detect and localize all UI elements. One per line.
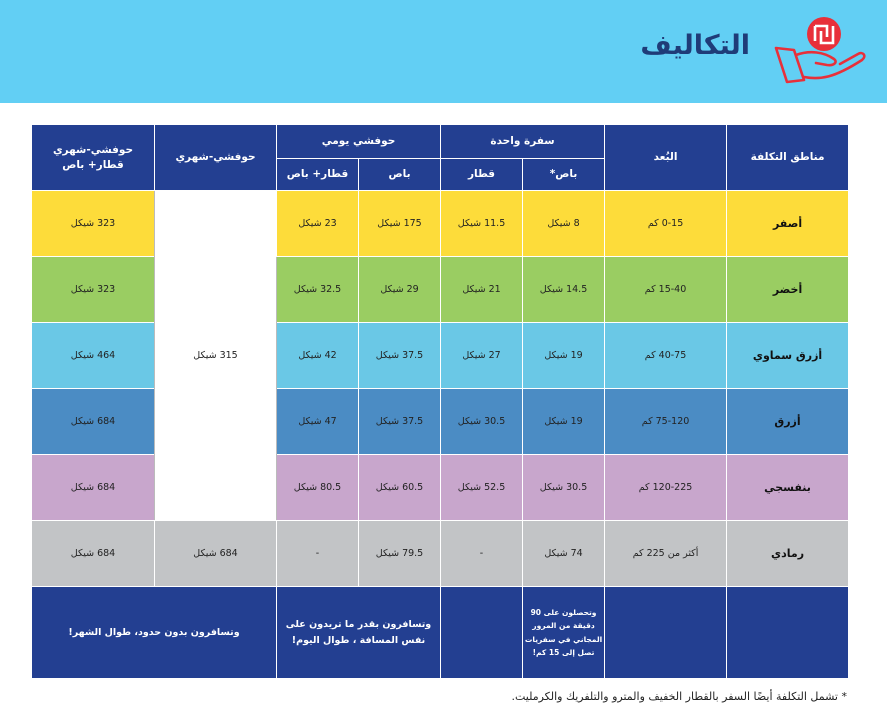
- monthly-train-bus-price: 323 شيكل: [32, 191, 155, 257]
- single-train-price: 21 شيكل: [441, 257, 523, 323]
- distance: 0-15 كم: [605, 191, 727, 257]
- shekel-hand-logo-icon: [772, 10, 868, 96]
- daily-bus-price: 175 شيكل: [359, 191, 441, 257]
- header-daily-bus: باص: [359, 159, 441, 191]
- header-banner: [0, 0, 887, 103]
- zone-name: رمادي: [727, 521, 849, 587]
- header-monthly: حوفشي-شهري: [155, 125, 277, 191]
- header-daily-train-bus: قطار+ باص: [277, 159, 359, 191]
- daily-train-bus-price: 42 شيكل: [277, 323, 359, 389]
- single-train-price: -: [441, 521, 523, 587]
- single-bus-price: 19 شيكل: [523, 323, 605, 389]
- single-train-price: 30.5 شيكل: [441, 389, 523, 455]
- notes-row: [32, 587, 849, 679]
- single-bus-price: 19 شيكل: [523, 389, 605, 455]
- distance: 15-40 كم: [605, 257, 727, 323]
- daily-bus-price: 37.5 شيكل: [359, 323, 441, 389]
- single-bus-price: 8 شيكل: [523, 191, 605, 257]
- zone-name: أزرق: [727, 389, 849, 455]
- monthly-train-bus-price: 684 شيكل: [32, 521, 155, 587]
- table-row: [32, 455, 849, 521]
- header-daily: حوفشي يومي: [277, 125, 441, 159]
- zone-name: بنفسجي: [727, 455, 849, 521]
- notes-empty-cell: [727, 587, 849, 679]
- daily-note: وتسافرون بقدر ما تريدون على نفس المسافة ، طوال اليوم!: [277, 587, 441, 679]
- monthly-train-bus-price: 323 شيكل: [32, 257, 155, 323]
- header-zones: مناطق التكلفة: [727, 125, 849, 191]
- zone-name: أخضر: [727, 257, 849, 323]
- monthly-note: وتسافرون بدون حدود، طوال الشهر!: [32, 587, 277, 679]
- table-row: [32, 191, 849, 257]
- daily-bus-price: 60.5 شيكل: [359, 455, 441, 521]
- monthly-gray-price: 684 شيكل: [155, 521, 277, 587]
- single-train-price: 11.5 شيكل: [441, 191, 523, 257]
- distance: 40-75 كم: [605, 323, 727, 389]
- daily-bus-price: 29 شيكل: [359, 257, 441, 323]
- zone-name: أصفر: [727, 191, 849, 257]
- footnote: * تشمل التكلفة أيضًا السفر بالقطار الخفيف والمترو والتلفريك والكرمليت.: [511, 690, 847, 703]
- zone-name: أزرق سماوي: [727, 323, 849, 389]
- daily-train-bus-price: 32.5 شيكل: [277, 257, 359, 323]
- header-monthly-train-bus: حوفشي-شهري قطار+ باص: [32, 125, 155, 191]
- monthly-shared-price: 315 شيكل: [155, 191, 277, 521]
- header-single-ride: سفرة واحدة: [441, 125, 605, 159]
- distance: 75-120 كم: [605, 389, 727, 455]
- monthly-train-bus-price: 684 شيكل: [32, 455, 155, 521]
- daily-bus-price: 79.5 شيكل: [359, 521, 441, 587]
- header-single-bus: باص*: [523, 159, 605, 191]
- table-row: [32, 323, 849, 389]
- single-train-price: 27 شيكل: [441, 323, 523, 389]
- page-title: التكاليف: [640, 30, 750, 61]
- monthly-train-bus-price: 464 شيكل: [32, 323, 155, 389]
- notes-empty-cell: [441, 587, 523, 679]
- table-row: [32, 521, 849, 587]
- header-distance: البُعد: [605, 125, 727, 191]
- monthly-train-bus-price: 684 شيكل: [32, 389, 155, 455]
- daily-bus-price: 37.5 شيكل: [359, 389, 441, 455]
- single-bus-price: 14.5 شيكل: [523, 257, 605, 323]
- distance: 120-225 كم: [605, 455, 727, 521]
- notes-empty-cell: [605, 587, 727, 679]
- single-bus-price: 74 شيكل: [523, 521, 605, 587]
- header-single-train: قطار: [441, 159, 523, 191]
- table-row: [32, 257, 849, 323]
- fares-table: [31, 124, 849, 679]
- single-bus-note: وتحصلون على 90 دقيقة من المرور المجاني في سفريات تصل إلى 15 كم!: [523, 587, 605, 679]
- daily-train-bus-price: 47 شيكل: [277, 389, 359, 455]
- daily-train-bus-price: -: [277, 521, 359, 587]
- single-bus-price: 30.5 شيكل: [523, 455, 605, 521]
- daily-train-bus-price: 23 شيكل: [277, 191, 359, 257]
- single-train-price: 52.5 شيكل: [441, 455, 523, 521]
- table-row: [32, 389, 849, 455]
- daily-train-bus-price: 80.5 شيكل: [277, 455, 359, 521]
- distance: أكثر من 225 كم: [605, 521, 727, 587]
